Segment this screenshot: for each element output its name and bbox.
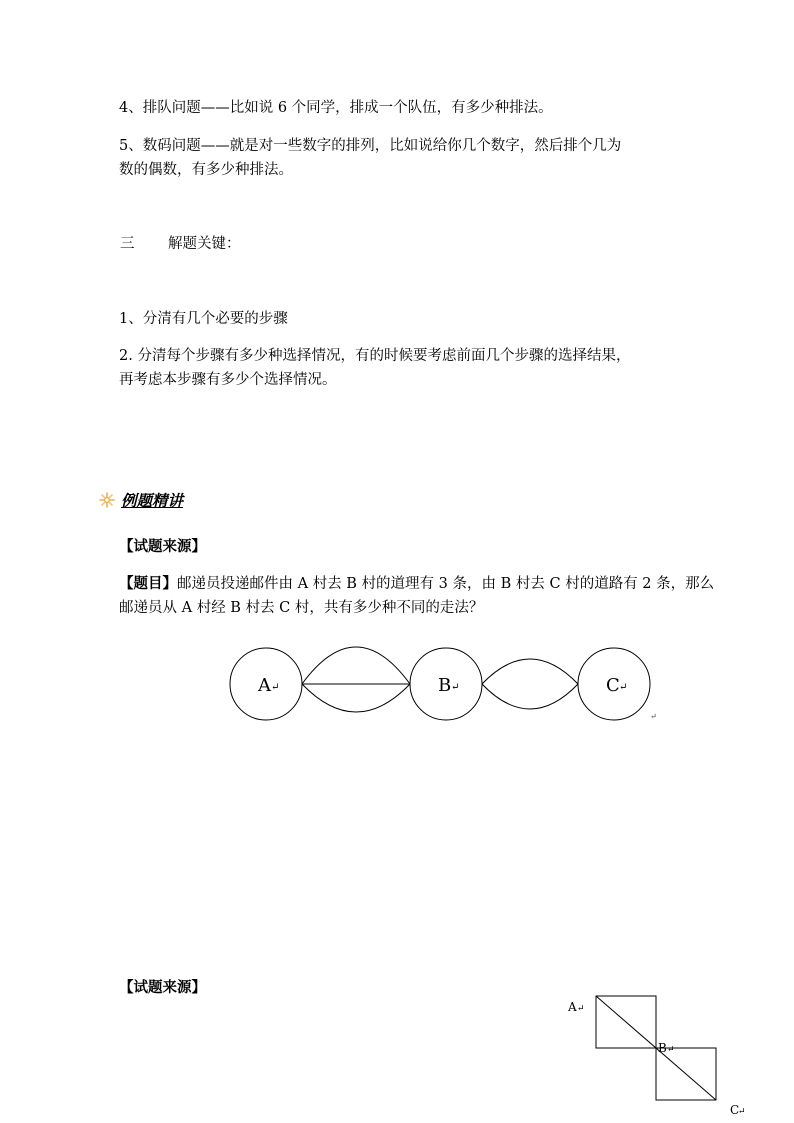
village-b-label: B bbox=[438, 675, 452, 696]
sparkle-icon bbox=[97, 490, 117, 510]
section-3-title: 解题关键： bbox=[168, 236, 241, 252]
point-b-label: B bbox=[658, 1041, 667, 1055]
key-2-line1: 2. 分清每个步骤有多少种选择情况，有的时候要考虑前面几个步骤的选择结果， bbox=[119, 348, 631, 364]
return-mark: ↵ bbox=[451, 682, 460, 693]
item-5-line2: 数的偶数，有多少种排法。 bbox=[119, 162, 293, 178]
item-5-line1: 5、数码问题——就是对一些数字的排列，比如说给你几个数字，然后排个几为 bbox=[119, 138, 622, 154]
stray-mark: ↵ bbox=[650, 712, 657, 721]
village-c-label: C bbox=[606, 675, 620, 696]
road-ab-upper bbox=[302, 647, 410, 684]
road-bc-upper bbox=[482, 659, 578, 684]
problem-text-1: 邮递员投递邮件由 A 村去 B 村的道理有 3 条，由 B 村去 C 村的道路有 2 条，那么 bbox=[177, 576, 715, 592]
key-1: 1、分清有几个必要的步骤 bbox=[119, 311, 288, 327]
example-heading: 例题精讲 bbox=[121, 491, 184, 510]
return-mark: ↵ bbox=[271, 682, 280, 693]
problem-line1 bbox=[119, 574, 714, 594]
grid-route-diagram bbox=[560, 990, 760, 1120]
key-2-line2: 再考虑本步骤有多少个选择情况。 bbox=[119, 372, 337, 388]
point-c-label: C bbox=[730, 1103, 740, 1117]
return-mark: ↵ bbox=[577, 1004, 585, 1014]
problem-tag: 【题目】 bbox=[119, 575, 177, 592]
source-label-2: 【试题来源】 bbox=[119, 979, 206, 996]
village-a-label: A bbox=[258, 675, 271, 696]
source-label-1: 【试题来源】 bbox=[119, 538, 206, 555]
return-mark: ↵ bbox=[667, 1045, 675, 1055]
road-ab-lower bbox=[302, 684, 410, 712]
road-bc-lower bbox=[482, 684, 578, 709]
village-route-diagram bbox=[0, 638, 794, 738]
return-mark: ↵ bbox=[738, 1107, 746, 1117]
problem-line2: 邮递员从 A 村经 B 村去 C 村，共有多少种不同的走法？ bbox=[119, 600, 484, 616]
return-mark: ↵ bbox=[619, 682, 628, 693]
point-a-label: A bbox=[568, 1000, 577, 1014]
item-4: 4、排队问题——比如说 6 个同学，排成一个队伍，有多少种排法。 bbox=[119, 100, 553, 116]
section-3-number: 三 bbox=[120, 236, 135, 252]
